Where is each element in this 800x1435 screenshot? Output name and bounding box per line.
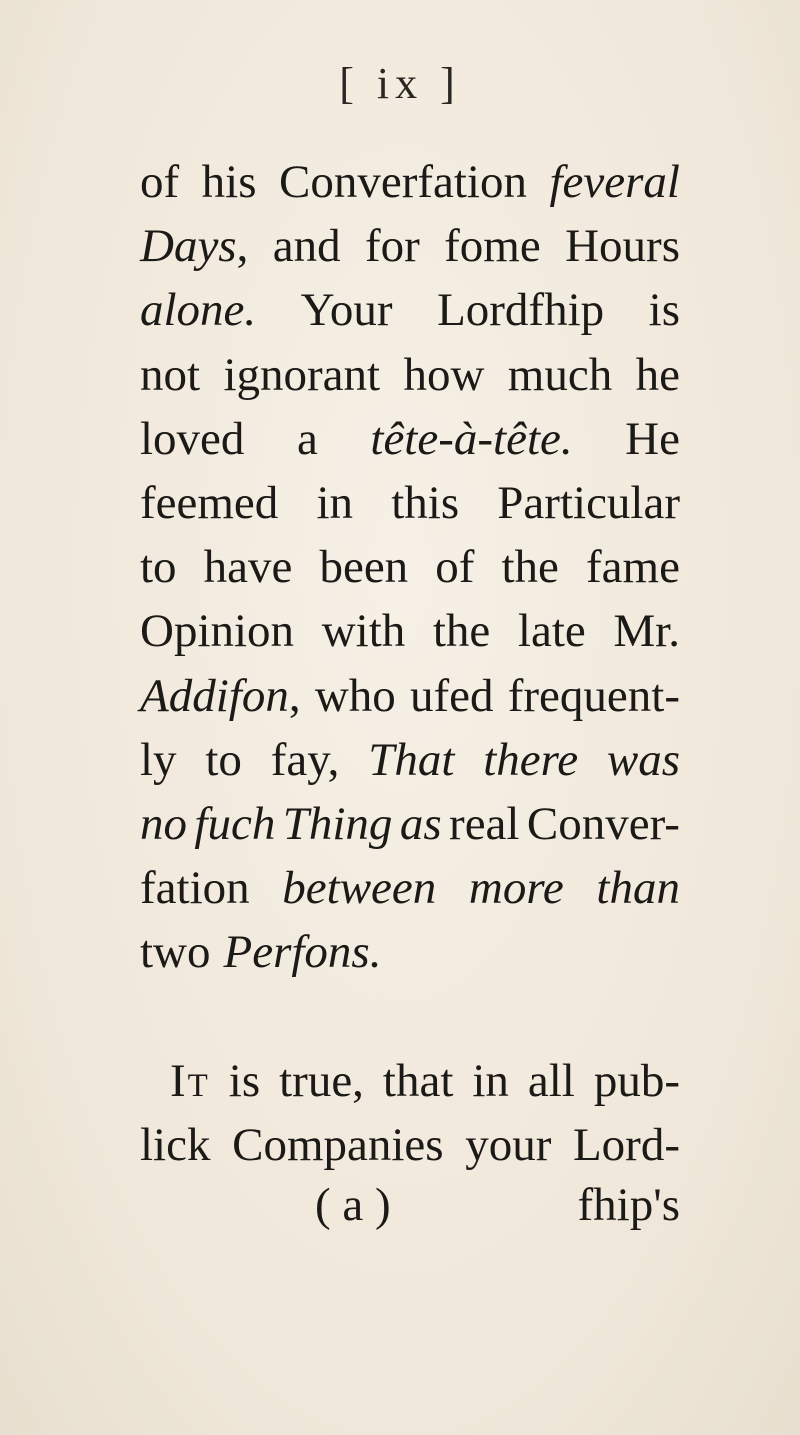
word: his [201, 156, 257, 208]
word: Converfation [278, 156, 527, 208]
text-line [140, 343, 680, 407]
word: have [203, 541, 293, 594]
word: Particular [497, 477, 680, 530]
word: more [468, 862, 564, 915]
word: no [140, 798, 187, 851]
text-line [140, 856, 680, 920]
text-line [140, 150, 680, 214]
text-line [140, 1049, 680, 1113]
word: is [228, 1054, 261, 1107]
word: in [316, 477, 354, 530]
page-number: [ ix ] [339, 59, 461, 108]
word: fuch [194, 798, 276, 851]
word: than [596, 862, 680, 915]
word: ignorant [223, 348, 381, 401]
text-line [140, 471, 680, 535]
word: your [465, 1118, 552, 1171]
word: lick [140, 1118, 211, 1171]
word: between [282, 862, 437, 915]
word: two [140, 926, 211, 979]
word: , [236, 220, 249, 273]
word: the [432, 605, 491, 658]
word: he [635, 348, 680, 401]
word: been [319, 541, 409, 594]
text-line [140, 792, 680, 856]
word: Lord- [572, 1118, 680, 1171]
word: He [625, 412, 680, 465]
catchword: fhip's [577, 1179, 680, 1231]
word: Your [300, 284, 393, 337]
text-line [140, 664, 680, 728]
page-footer [140, 1178, 680, 1242]
word: ly [140, 733, 177, 786]
word: how [403, 348, 485, 401]
text-line [140, 407, 680, 471]
paragraph-2 [140, 1049, 680, 1177]
word: Hours [565, 220, 680, 273]
word: who [314, 669, 396, 722]
paragraph-1 [140, 150, 680, 985]
word: feemed [140, 477, 279, 530]
word: in [472, 1054, 509, 1107]
text-line [140, 920, 680, 984]
word: loved [140, 412, 245, 465]
word: Perfons. [223, 926, 382, 979]
word: Thing [282, 798, 393, 851]
word: with [321, 605, 406, 658]
word: It [170, 1054, 210, 1107]
word: the [501, 541, 559, 594]
word: That [368, 733, 455, 786]
word: that [382, 1054, 454, 1107]
word: real [449, 798, 520, 851]
word: late [517, 605, 586, 658]
word: fay, [270, 733, 340, 786]
word [140, 664, 301, 728]
word: true, [279, 1054, 364, 1107]
word: to [140, 541, 177, 594]
word: Opinion [140, 605, 295, 658]
text-line [140, 1113, 680, 1177]
word: pub- [593, 1054, 680, 1107]
word: of [435, 541, 475, 594]
word: of [140, 156, 180, 208]
word: all [527, 1054, 575, 1107]
word: Addifon [140, 669, 289, 722]
word: not [140, 348, 201, 401]
word: alone. [140, 284, 257, 337]
word: a [296, 412, 318, 465]
word: Lordfhip [437, 284, 605, 337]
word: fome [444, 220, 541, 273]
word: frequent- [507, 669, 680, 722]
word: Conver- [526, 798, 680, 851]
word: fame [586, 541, 680, 594]
word: there [483, 733, 579, 786]
word: as [399, 798, 442, 851]
word: and [272, 220, 341, 273]
word: much [507, 348, 613, 401]
word: to [205, 733, 242, 786]
word: Companies [232, 1118, 444, 1171]
text-line [140, 535, 680, 599]
text-line [140, 278, 680, 342]
text-line [140, 728, 680, 792]
word: , [288, 669, 301, 722]
text-line [140, 599, 680, 663]
text-line [140, 214, 680, 278]
word: ufed [410, 669, 494, 722]
signature-mark: ( a ) [315, 1179, 391, 1231]
word [140, 214, 248, 278]
word: Days [140, 220, 237, 273]
word: fation [140, 862, 250, 915]
word: feveral [549, 156, 680, 208]
word: tête-à-tête. [370, 412, 573, 465]
word: for [364, 220, 420, 273]
word: this [391, 477, 460, 530]
body-text [140, 150, 680, 1177]
word: is [648, 284, 680, 337]
word: was [606, 733, 680, 786]
word: Mr. [613, 605, 680, 658]
